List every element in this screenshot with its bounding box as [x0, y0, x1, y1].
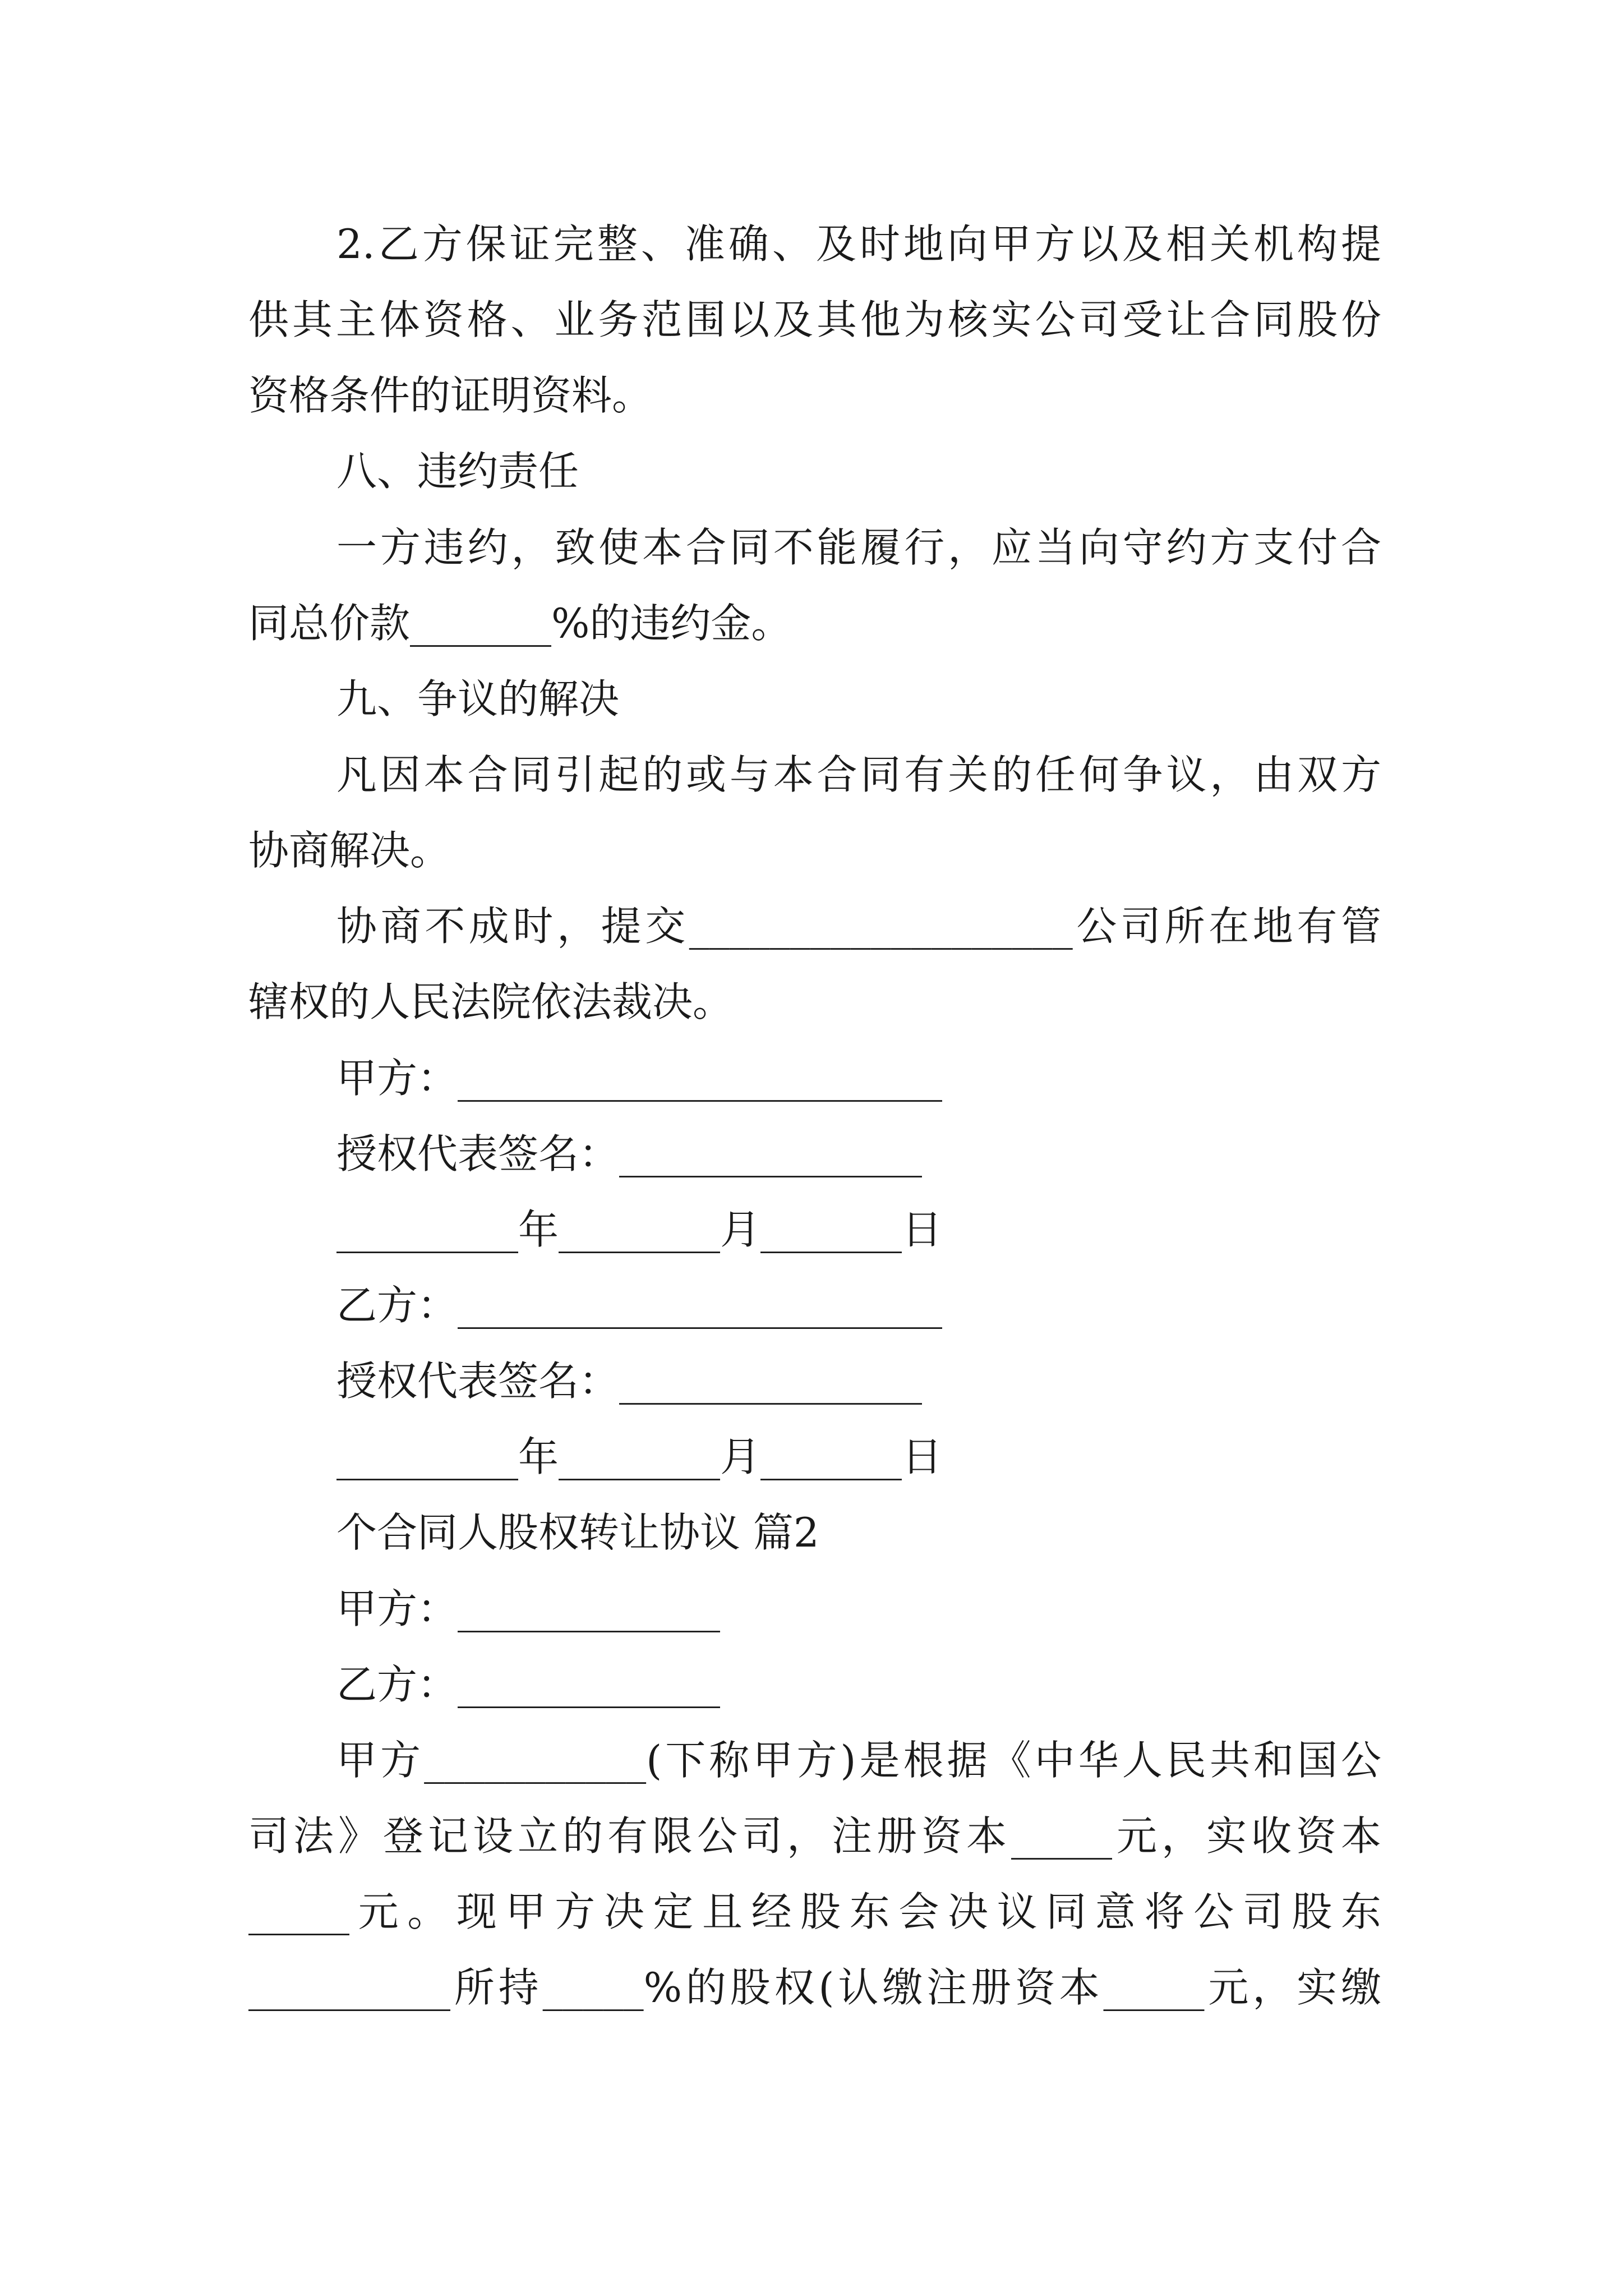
signature-date-b: _________年________月_______日: [336, 1433, 942, 1480]
signature-date-a: _________年________月_______日: [336, 1206, 942, 1253]
signature-representative-b: 授权代表签名：_______________: [336, 1358, 923, 1405]
party-a-line: 甲方：_____________: [336, 1585, 721, 1632]
signature-party-b: 乙方：________________________: [336, 1282, 943, 1329]
paragraph-line: 司法》登记设立的有限公司，注册资本_____元，实收资本: [248, 1812, 1381, 1860]
paragraph-line: 资格条件的证明资料。: [248, 372, 653, 419]
paragraph-line: 协商不成时，提交___________________公司所在地有管: [336, 903, 1381, 950]
signature-party-a: 甲方：________________________: [336, 1055, 943, 1102]
paragraph-line: 一方违约，致使本合同不能履行，应当向守约方支付合: [336, 524, 1381, 571]
paragraph-line: _____元。现甲方决定且经股东会决议同意将公司股东: [248, 1888, 1381, 1935]
document-title: 个合同人股权转让协议 篇2: [336, 1509, 819, 1556]
paragraph-line: 供其主体资格、业务范围以及其他为核实公司受让合同股份: [248, 296, 1381, 343]
paragraph-line: 甲方___________(下称甲方)是根据《中华人民共和国公: [336, 1737, 1381, 1784]
paragraph-line: __________所持_____%的股权(认缴注册资本_____元，实缴: [248, 1964, 1381, 2011]
paragraph-line: 辖权的人民法院依法裁决。: [248, 978, 734, 1025]
paragraph-line: 协商解决。: [248, 827, 451, 874]
signature-representative-a: 授权代表签名：_______________: [336, 1130, 923, 1177]
section-heading: 九、争议的解决: [336, 675, 620, 723]
party-b-line: 乙方：_____________: [336, 1661, 721, 1708]
paragraph-line: 同总价款_______%的违约金。: [248, 600, 792, 647]
section-heading: 八、违约责任: [336, 448, 579, 495]
paragraph-line: 2.乙方保证完整、准确、及时地向甲方以及相关机构提: [336, 220, 1381, 268]
paragraph-line: 凡因本合同引起的或与本合同有关的任何争议，由双方: [336, 751, 1381, 798]
